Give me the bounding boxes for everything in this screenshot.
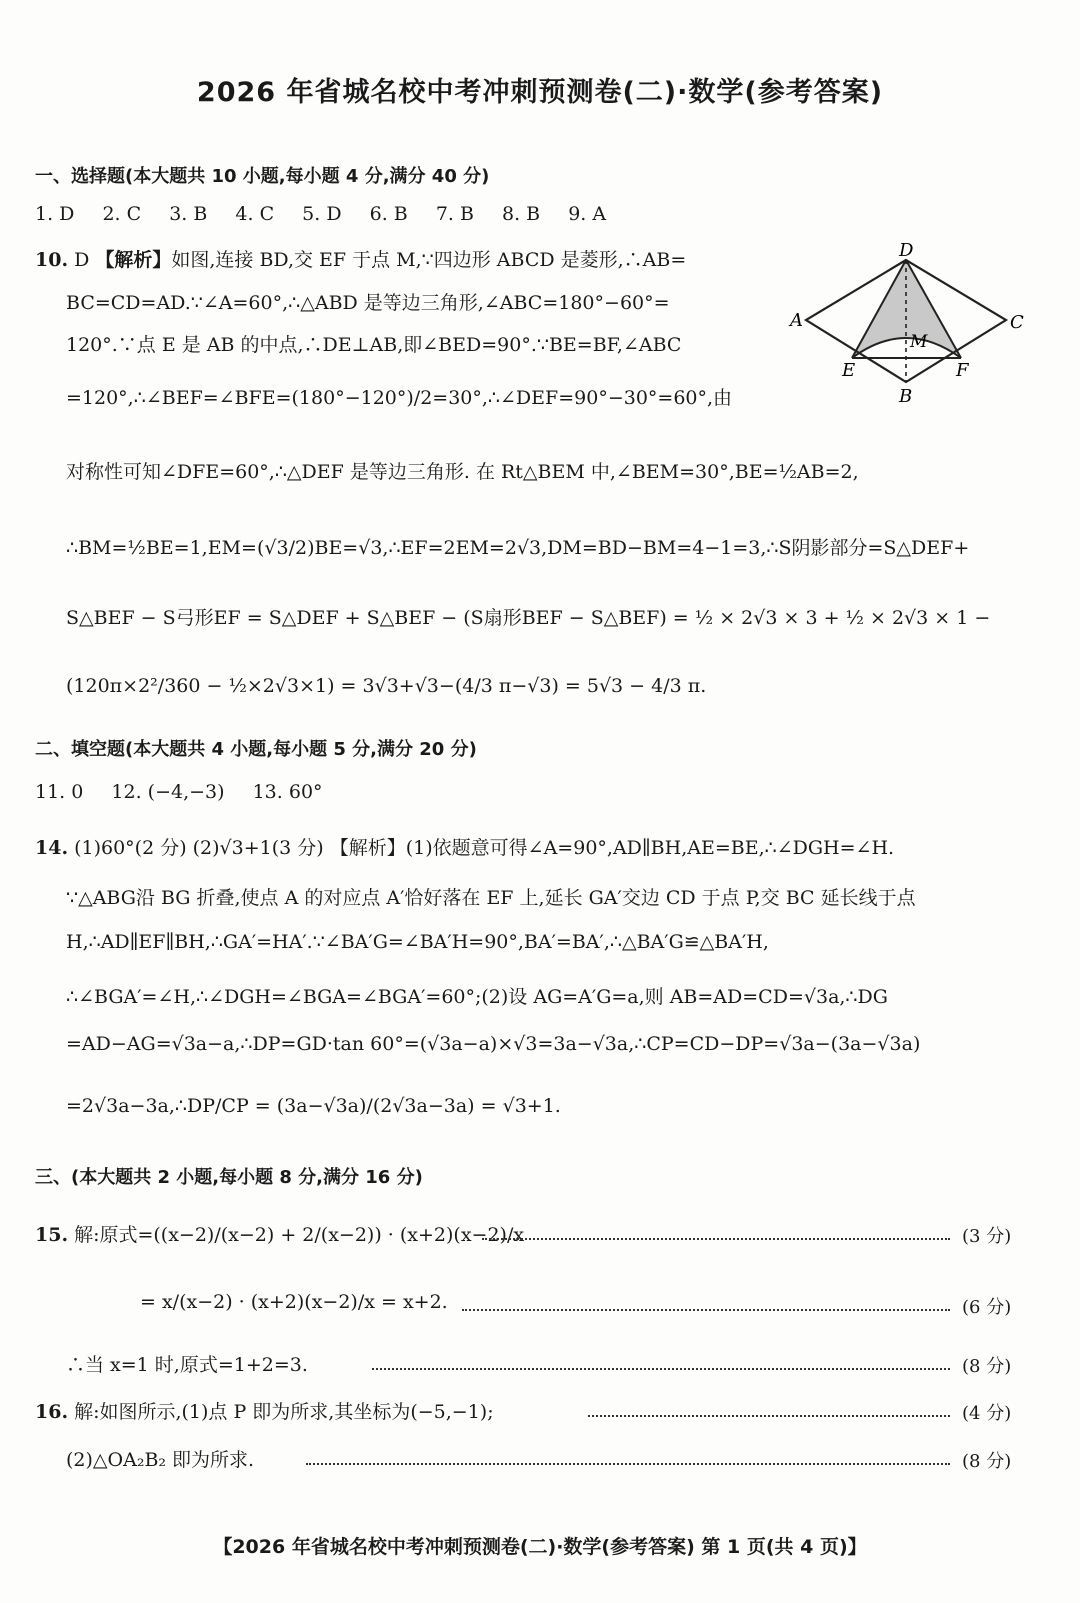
dot-leader-16-1 bbox=[588, 1415, 950, 1417]
label-c: C bbox=[1010, 312, 1024, 333]
answer-7: 7. B bbox=[435, 203, 474, 225]
answer-13: 13. 60° bbox=[252, 781, 323, 803]
q10-line-5: 对称性可知∠DFE=60°,∴△DEF 是等边三角形. 在 Rt△BEM 中,∠BEM=30°,BE=½AB=2, bbox=[66, 461, 859, 483]
answer-6: 6. B bbox=[369, 203, 408, 225]
answer-3: 3. B bbox=[169, 203, 208, 225]
answer-11: 11. 0 bbox=[35, 781, 84, 803]
section3-heading: 三、(本大题共 2 小题,每小题 8 分,满分 16 分) bbox=[35, 1167, 423, 1188]
choice-answers bbox=[35, 203, 628, 225]
q16-text-1: 解:如图所示,(1)点 P 即为所求,其坐标为(−5,−1); bbox=[74, 1401, 494, 1423]
q14-number: 14. bbox=[35, 837, 69, 859]
q10-line-3: 120°.∵点 E 是 AB 的中点,∴DE⊥AB,即∠BED=90°.∵BE=BF,∠ABC bbox=[66, 334, 682, 356]
answer-12: 12. (−4,−3) bbox=[111, 781, 225, 803]
q14-line-2: ∵△ABG沿 BG 折叠,使点 A 的对应点 A′恰好落在 EF 上,延长 GA′交边 CD 于点 P,交 BC 延长线于点 bbox=[66, 887, 916, 909]
answer-2: 2. C bbox=[102, 203, 142, 225]
dot-leader-16-2 bbox=[306, 1463, 950, 1465]
q10-line-2: BC=CD=AD.∵∠A=60°,∴△ABD 是等边三角形,∠ABC=180°−60°= bbox=[66, 292, 670, 314]
q10-line-1 bbox=[35, 245, 686, 272]
q16-line-2: (2)△OA₂B₂ 即为所求. bbox=[66, 1449, 255, 1471]
page-title: 2026 年省城名校中考冲刺预测卷(二)·数学(参考答案) bbox=[196, 77, 884, 108]
q10-line-6: ∴BM=½BE=1,EM=(√3/2)BE=√3,∴EF=2EM=2√3,DM=BD−BM=4−1=3,∴S阴影部分=S△DEF+ bbox=[66, 537, 970, 559]
q10-line-7: S△BEF − S弓形EF = S△DEF + S△BEF − (S扇形BEF − S△BEF) = ½ × 2√3 × 3 + ½ × 2√3 × 1 − bbox=[66, 607, 991, 629]
q15-line-3: ∴当 x=1 时,原式=1+2=3. bbox=[66, 1354, 308, 1376]
q16-number: 16. bbox=[35, 1401, 69, 1423]
q14-line-6: =2√3a−3a,∴DP/CP = (3a−√3a)/(2√3a−3a) = √3+1. bbox=[66, 1095, 561, 1117]
q15-score-3: (8 分) bbox=[962, 1356, 1012, 1377]
answer-5: 5. D bbox=[302, 203, 342, 225]
q14-text-1: (1)60°(2 分) (2)√3+1(3 分) 【解析】(1)依题意可得∠A=90°,AD∥BH,AE=BE,∴∠DGH=∠H. bbox=[74, 837, 895, 859]
q10-answer: D bbox=[74, 249, 90, 271]
dot-leader-15-3 bbox=[372, 1368, 950, 1370]
q15-number: 15. bbox=[35, 1224, 69, 1246]
q14-line-5: =AD−AG=√3a−a,∴DP=GD·tan 60°=(√3a−a)×√3=3a−√3a,∴CP=CD−DP=√3a−(3a−√3a) bbox=[66, 1033, 921, 1055]
q15-text-1: 解:原式=((x−2)/(x−2) + 2/(x−2)) · (x+2)(x−2)/x bbox=[74, 1224, 525, 1246]
answer-8: 8. B bbox=[502, 203, 541, 225]
q15-line-1 bbox=[35, 1220, 524, 1247]
q15-line-2: = x/(x−2) · (x+2)(x−2)/x = x+2. bbox=[140, 1291, 448, 1313]
q16-score-1: (4 分) bbox=[962, 1403, 1012, 1424]
answer-4: 4. C bbox=[235, 203, 275, 225]
q10-number: 10. bbox=[35, 249, 69, 271]
label-b: B bbox=[899, 386, 913, 407]
page-footer: 【2026 年省城名校中考冲刺预测卷(二)·数学(参考答案) 第 1 页(共 4 页)】 bbox=[213, 1536, 867, 1558]
label-a: A bbox=[790, 310, 803, 331]
q16-line-1 bbox=[35, 1397, 494, 1424]
q15-score-1: (3 分) bbox=[962, 1226, 1012, 1247]
q10-line-4: =120°,∴∠BEF=∠BFE=(180°−120°)/2=30°,∴∠DEF=90°−30°=60°,由 bbox=[66, 387, 733, 409]
answer-9: 9. A bbox=[568, 203, 607, 225]
q10-analysis-tag: 【解析】 bbox=[95, 249, 172, 271]
q10-line-8: (120π×2²/360 − ½×2√3×1) = 3√3+√3−(4/3 π−√3) = 5√3 − 4/3 π. bbox=[66, 675, 707, 697]
q14-line-3: H,∴AD∥EF∥BH,∴GA′=HA′.∵∠BA′G=∠BA′H=90°,BA′=BA′,∴△BA′G≌△BA′H, bbox=[66, 931, 769, 953]
q16-score-2: (8 分) bbox=[962, 1451, 1012, 1472]
answer-1: 1. D bbox=[35, 203, 75, 225]
label-f: F bbox=[956, 360, 969, 381]
label-m: M bbox=[910, 332, 928, 352]
section2-heading: 二、填空题(本大题共 4 小题,每小题 5 分,满分 20 分) bbox=[35, 739, 477, 760]
dot-leader-15-1 bbox=[482, 1238, 950, 1240]
rhombus-figure bbox=[786, 240, 1036, 410]
section1-heading: 一、选择题(本大题共 10 小题,每小题 4 分,满分 40 分) bbox=[35, 166, 490, 187]
q14-line-4: ∴∠BGA′=∠H,∴∠DGH=∠BGA=∠BGA′=60°;(2)设 AG=A′G=a,则 AB=AD=CD=√3a,∴DG bbox=[66, 986, 888, 1008]
fill-answers bbox=[35, 781, 345, 803]
label-d: D bbox=[899, 240, 914, 261]
q14-line-1 bbox=[35, 833, 894, 860]
q15-score-2: (6 分) bbox=[962, 1297, 1012, 1318]
dot-leader-15-2 bbox=[462, 1309, 950, 1311]
label-e: E bbox=[842, 360, 856, 381]
q10-text-1: 如图,连接 BD,交 EF 于点 M,∵四边形 ABCD 是菱形,∴AB= bbox=[171, 249, 687, 271]
